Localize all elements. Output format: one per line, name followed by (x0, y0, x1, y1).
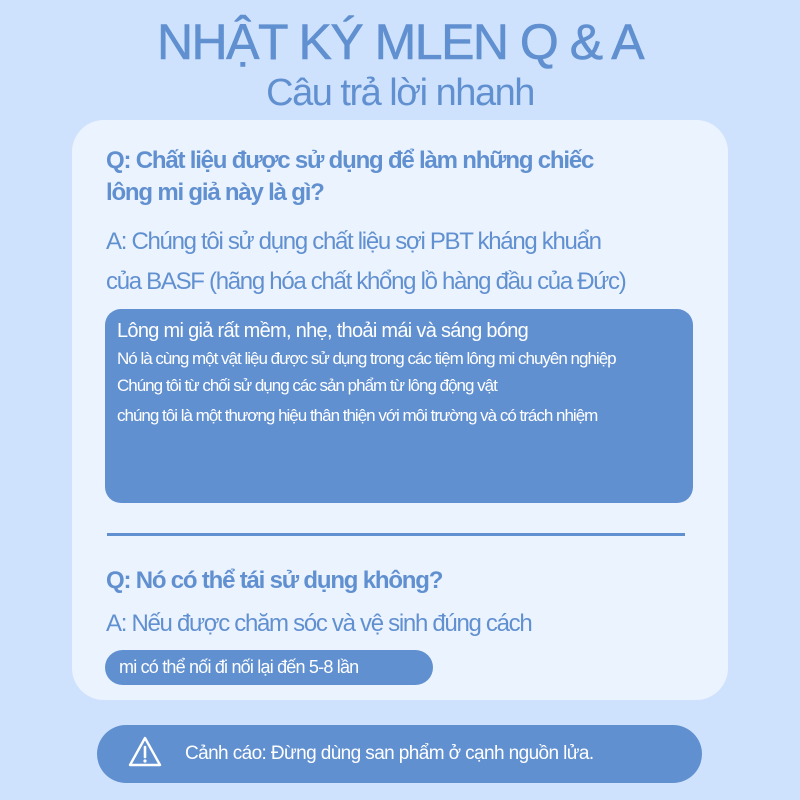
faq-question-2: Q: Nó có thể tái sử dụng không? (106, 567, 443, 594)
warning-text: Cảnh cáo: Đừng dùng san phẩm ở cạnh nguồn lửa. (185, 743, 594, 764)
faq-question-1-line2: lông mi giả này là gì? (106, 179, 324, 206)
faq-answer-2: A: Nếu được chăm sóc và vệ sinh đúng cách (106, 610, 532, 637)
highlight-item: chúng tôi là một thương hiệu thân thiện với môi trường và có trách nhiệm (117, 406, 598, 425)
highlight-item: Chúng tôi từ chối sử dụng các sản phẩm từ lông động vật (117, 376, 497, 395)
faq-answer-1-line1: A: Chúng tôi sử dụng chất liệu sợi PBT kháng khuẩn (106, 228, 601, 255)
page-title: NHẬT KÝ MLEN Q & A (156, 14, 644, 70)
section-divider (107, 533, 685, 536)
faq-answer-1-line2: của BASF (hãng hóa chất khổng lồ hàng đầu của Đức) (106, 268, 626, 295)
warning-banner (97, 725, 702, 783)
page-subtitle: Câu trả lời nhanh (266, 72, 534, 114)
faq-answer-1 (106, 222, 726, 302)
warning-triangle-icon (128, 736, 162, 768)
faq-question-1 (106, 145, 706, 209)
highlight-lead: Lông mi giả rất mềm, nhẹ, thoải mái và sáng bóng (117, 320, 529, 342)
faq-question-1-line1: Q: Chất liệu được sử dụng để làm những chiếc (106, 147, 594, 174)
faq-2-highlight-pill: mi có thể nối đi nối lại đến 5-8 lần (105, 650, 433, 685)
highlight-item: Nó là cùng một vật liệu được sử dụng trong các tiệm lông mi chuyên nghiệp (117, 349, 616, 368)
faq-1-highlight-box (105, 309, 693, 503)
